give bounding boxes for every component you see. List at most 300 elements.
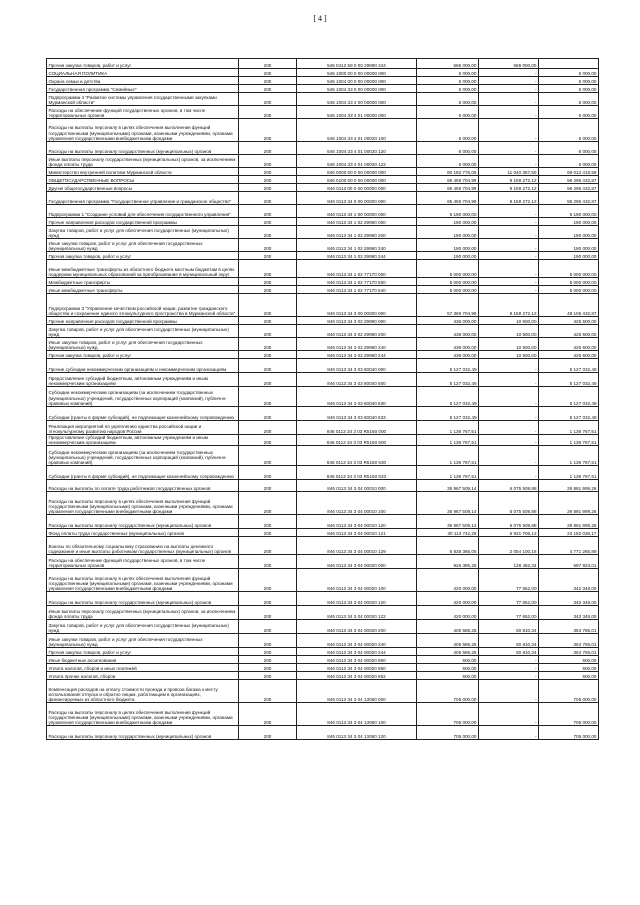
row-code-cell: 200 — [239, 421, 297, 435]
row-executed-amount-cell: - — [479, 260, 539, 278]
table-row — [47, 407, 599, 421]
table-row — [47, 592, 599, 606]
row-remaining-amount-cell: 500,00 — [539, 656, 599, 664]
row-executed-amount-cell: 2 054 100,16 — [479, 537, 539, 555]
row-remaining-amount-cell: 56 296 432,87 — [539, 192, 599, 205]
row-code-cell: 200 — [239, 168, 297, 176]
row-name-cell: Расходы на выплаты персоналу государственных (муниципальных) органов — [47, 142, 239, 155]
row-code-cell: 200 — [239, 278, 297, 286]
row-name-cell: Расходы на выплаты персоналу государственных (муниципальных) органов — [47, 515, 239, 529]
row-executed-amount-cell: 10 500,00 — [479, 317, 539, 325]
row-remaining-amount-cell: 342 348,00 — [539, 569, 599, 592]
row-approved-amount-cell: 1 136 767,51 — [417, 446, 479, 466]
table-row — [47, 466, 599, 480]
row-executed-amount-cell: - — [479, 205, 539, 218]
row-code-cell: 200 — [239, 252, 297, 260]
row-remaining-amount-cell: 6 000,00 — [539, 85, 599, 93]
row-name-cell: Уплата налогов, сборов и иных платежей — [47, 664, 239, 672]
table-body — [47, 59, 599, 740]
row-approved-amount-cell: 65 455 704,99 — [417, 192, 479, 205]
row-code-cell: 200 — [239, 529, 297, 537]
row-approved-amount-cell: 6 000,00 — [417, 119, 479, 142]
table-row — [47, 569, 599, 592]
row-classification-code-cell: 846 0113 34 3 04 00020 000 — [297, 555, 417, 569]
table-row — [47, 77, 599, 85]
row-code-cell: 200 — [239, 294, 297, 317]
row-classification-code-cell: 846 0113 34 3 03 60040 000 — [297, 359, 417, 373]
table-row — [47, 192, 599, 205]
table-row — [47, 218, 599, 226]
row-name-cell: Расходы на обеспечение функций государственных органов, в том числе территориальных органов — [47, 106, 239, 119]
row-remaining-amount-cell: 705 000,00 — [539, 703, 599, 726]
row-name-cell: Предоставление субсидий бюджетным, автономным учреждениям и иным некоммерческим организациям — [47, 435, 239, 446]
table-row — [47, 373, 599, 387]
table-row — [47, 492, 599, 515]
row-code-cell: 200 — [239, 93, 297, 106]
row-executed-amount-cell: 9 159 272,12 — [479, 176, 539, 184]
row-approved-amount-cell: 436 000,00 — [417, 351, 479, 359]
row-code-cell: 200 — [239, 656, 297, 664]
table-row — [47, 620, 599, 634]
row-approved-amount-cell: 6 000,00 — [417, 106, 479, 119]
row-code-cell: 200 — [239, 226, 297, 239]
row-remaining-amount-cell: 5 127 032,49 — [539, 359, 599, 373]
row-code-cell: 200 — [239, 184, 297, 192]
row-name-cell: Субсидии (гранты в форме субсидий), не подлежащие казначейскому сопровождению — [47, 407, 239, 421]
row-executed-amount-cell: 50 810,34 — [479, 620, 539, 634]
table-row — [47, 480, 599, 492]
row-approved-amount-cell: 436 000,00 — [417, 325, 479, 338]
table-row — [47, 446, 599, 466]
row-name-cell: СОЦИАЛЬНАЯ ПОЛИТИКА — [47, 69, 239, 77]
row-classification-code-cell: 846 0100 00 0 00 00000 000 — [297, 176, 417, 184]
row-code-cell: 200 — [239, 672, 297, 680]
row-code-cell: 200 — [239, 106, 297, 119]
row-classification-code-cell: 846 0113 34 3 03 60040 630 — [297, 387, 417, 407]
row-approved-amount-cell: 705 000,00 — [417, 680, 479, 703]
row-executed-amount-cell: 11 040 357,50 — [479, 168, 539, 176]
row-code-cell: 200 — [239, 492, 297, 515]
row-name-cell: Расходы на выплаты персоналу в целях обеспечения выполнения функций государственными (муниципальными) органами, казенными учреждениями, органами управления государственными внебюджетными фондами — [47, 119, 239, 142]
table-row — [47, 338, 599, 351]
row-remaining-amount-cell: 23 182 036,17 — [539, 529, 599, 537]
row-code-cell: 200 — [239, 648, 297, 656]
row-remaining-amount-cell: 190 000,00 — [539, 218, 599, 226]
row-remaining-amount-cell: 190 000,00 — [539, 226, 599, 239]
row-name-cell: Прочая закупка товаров, работ и услуг — [47, 351, 239, 359]
row-code-cell: 200 — [239, 77, 297, 85]
row-approved-amount-cell: 405 585,25 — [417, 648, 479, 656]
row-code-cell: 200 — [239, 317, 297, 325]
row-approved-amount-cell: 405 585,25 — [417, 634, 479, 648]
row-approved-amount-cell: 80 182 776,09 — [417, 168, 479, 176]
row-code-cell: 200 — [239, 387, 297, 407]
row-approved-amount-cell: 420 000,00 — [417, 592, 479, 606]
row-code-cell: 200 — [239, 515, 297, 529]
row-remaining-amount-cell: 705 000,00 — [539, 726, 599, 740]
row-name-cell: Компенсация расходов на оплату стоимости проезда и провоза багажа к месту использования отпуска и обратно лицам, работающим в организациях, финансируемых из областного бюджета — [47, 680, 239, 703]
row-approved-amount-cell: 500,00 — [417, 664, 479, 672]
row-name-cell: Межбюджетные трансферты — [47, 278, 239, 286]
row-approved-amount-cell: 6 000,00 — [417, 77, 479, 85]
table-row — [47, 85, 599, 93]
row-remaining-amount-cell: 5 000 000,00 — [539, 286, 599, 294]
row-remaining-amount-cell: 342 348,00 — [539, 606, 599, 620]
row-classification-code-cell: 846 0113 34 1 02 29990 244 — [297, 252, 417, 260]
table-row — [47, 239, 599, 252]
row-remaining-amount-cell: 1 136 767,51 — [539, 446, 599, 466]
row-executed-amount-cell: - — [479, 446, 539, 466]
row-approved-amount-cell: 6 000,00 — [417, 142, 479, 155]
table-row — [47, 359, 599, 373]
table-row — [47, 325, 599, 338]
row-executed-amount-cell: - — [479, 373, 539, 387]
row-executed-amount-cell: - — [479, 726, 539, 740]
row-executed-amount-cell: - — [479, 226, 539, 239]
row-code-cell: 200 — [239, 69, 297, 77]
table-row — [47, 656, 599, 664]
row-classification-code-cell: 846 0113 34 3 00 00000 000 — [297, 294, 417, 317]
row-name-cell: Расходы на обеспечение функций государственных органов, в том числе территориальных органов — [47, 555, 239, 569]
row-classification-code-cell: 846 0113 34 3 04 00020 852 — [297, 672, 417, 680]
row-code-cell: 200 — [239, 176, 297, 184]
row-executed-amount-cell: - — [479, 672, 539, 680]
row-code-cell: 200 — [239, 359, 297, 373]
table-row — [47, 664, 599, 672]
row-remaining-amount-cell: 354 765,01 — [539, 634, 599, 648]
row-remaining-amount-cell: 697 923,01 — [539, 555, 599, 569]
row-classification-code-cell: 545 1004 33 4 01 00020 120 — [297, 142, 417, 155]
table-row — [47, 252, 599, 260]
row-code-cell: 200 — [239, 446, 297, 466]
row-classification-code-cell: 545 1004 33 4 01 00020 122 — [297, 155, 417, 168]
row-remaining-amount-cell: 1 136 767,51 — [539, 421, 599, 435]
table-row — [47, 286, 599, 294]
row-classification-code-cell: 846 0000 00 0 00 00000 000 — [297, 168, 417, 176]
row-executed-amount-cell: - — [479, 286, 539, 294]
row-name-cell: Подпрограмма 4 "Развитие системы управления государственными закупками Мурманской области" — [47, 93, 239, 106]
row-name-cell: Фонд оплаты труда государственных (муниципальных) органов — [47, 529, 239, 537]
table-row — [47, 226, 599, 239]
row-name-cell: Иные межбюджетные трансферты — [47, 286, 239, 294]
row-remaining-amount-cell: 6 000,00 — [539, 119, 599, 142]
row-classification-code-cell: 846 0113 34 3 02 29990 244 — [297, 351, 417, 359]
row-classification-code-cell: 846 0113 34 3 04 00020 240 — [297, 634, 417, 648]
row-code-cell: 200 — [239, 555, 297, 569]
row-name-cell: ОБЩЕГОСУДАРСТВЕННЫЕ ВОПРОСЫ — [47, 176, 239, 184]
row-approved-amount-cell: 6 835 366,05 — [417, 537, 479, 555]
row-remaining-amount-cell: 48 106 432,87 — [539, 294, 599, 317]
row-name-cell: Подпрограмма 3 "Управление качеством российской нации, развитие гражданского общества и сохранение единого этнокультурного пространства в Мурманской области" — [47, 294, 239, 317]
row-approved-amount-cell: 35 967 509,14 — [417, 492, 479, 515]
row-code-cell: 200 — [239, 680, 297, 703]
table-row — [47, 317, 599, 325]
row-approved-amount-cell: 5 127 032,49 — [417, 387, 479, 407]
row-name-cell: Подпрограмма 1 "Создание условий для обеспечения государственного управления" — [47, 205, 239, 218]
row-name-cell: Охрана семьи и детства — [47, 77, 239, 85]
row-approved-amount-cell: 6 000,00 — [417, 69, 479, 77]
row-classification-code-cell: 846 0113 34 3 04 00020 850 — [297, 664, 417, 672]
row-classification-code-cell: 846 0113 34 1 02 29990 200 — [297, 226, 417, 239]
row-remaining-amount-cell: 6 000,00 — [539, 93, 599, 106]
row-executed-amount-cell: - — [479, 359, 539, 373]
row-remaining-amount-cell: 6 000,00 — [539, 69, 599, 77]
row-name-cell: Иные закупки товаров, работ и услуг для обеспечения государственных (муниципальных) нужд — [47, 338, 239, 351]
row-classification-code-cell: 846 0113 34 3 04 00020 120 — [297, 592, 417, 606]
row-approved-amount-cell: 405 585,25 — [417, 620, 479, 634]
row-approved-amount-cell: 500,00 — [417, 656, 479, 664]
row-classification-code-cell: 846 0113 34 3 04 00020 244 — [297, 648, 417, 656]
row-executed-amount-cell: - — [479, 155, 539, 168]
row-name-cell: Предоставление субсидий бюджетным, автономным учреждениям и иным некоммерческим организациям — [47, 373, 239, 387]
row-code-cell: 200 — [239, 466, 297, 480]
row-remaining-amount-cell: 5 000 000,00 — [539, 278, 599, 286]
row-executed-amount-cell: - — [479, 278, 539, 286]
row-remaining-amount-cell: 29 891 999,26 — [539, 480, 599, 492]
row-approved-amount-cell: 35 967 509,14 — [417, 515, 479, 529]
row-executed-amount-cell: 9 159 272,12 — [479, 184, 539, 192]
table-row — [47, 529, 599, 537]
row-classification-code-cell: 846 0113 34 1 00 00000 000 — [297, 205, 417, 218]
row-name-cell: Закупка товаров, работ и услуг для обеспечения государственных (муниципальных) нужд — [47, 620, 239, 634]
table-row — [47, 680, 599, 703]
row-name-cell: Субсидии (гранты в форме субсидий), не подлежащие казначейскому сопровождению — [47, 466, 239, 480]
row-name-cell: Уплата прочих налогов, сборов — [47, 672, 239, 680]
table-row — [47, 155, 599, 168]
row-remaining-amount-cell: 4 771 265,89 — [539, 537, 599, 555]
row-classification-code-cell: 846 0113 34 3 03 60040 633 — [297, 407, 417, 421]
row-remaining-amount-cell: 29 891 999,26 — [539, 515, 599, 529]
row-code-cell: 200 — [239, 119, 297, 142]
row-name-cell: Иные закупки товаров, работ и услуг для обеспечения государственных (муниципальных) нужд — [47, 239, 239, 252]
row-code-cell: 200 — [239, 155, 297, 168]
row-classification-code-cell: 846 0113 34 3 04 00020 122 — [297, 606, 417, 620]
row-classification-code-cell: 846 0113 34 3 04 00020 800 — [297, 656, 417, 664]
row-approved-amount-cell: 190 000,00 — [417, 239, 479, 252]
row-executed-amount-cell: - — [479, 93, 539, 106]
row-approved-amount-cell: 190 000,00 — [417, 218, 479, 226]
row-remaining-amount-cell: 705 000,00 — [539, 680, 599, 703]
table-row — [47, 59, 599, 69]
row-name-cell: Иные выплаты персоналу государственных (муниципальных) органов, за исключением фонда оплаты труда — [47, 606, 239, 620]
row-executed-amount-cell: - — [479, 85, 539, 93]
row-approved-amount-cell: 5 127 032,49 — [417, 359, 479, 373]
row-code-cell: 200 — [239, 726, 297, 740]
row-remaining-amount-cell: 29 891 999,26 — [539, 492, 599, 515]
row-approved-amount-cell: 5 000 000,00 — [417, 260, 479, 278]
row-remaining-amount-cell: 56 296 432,87 — [539, 184, 599, 192]
row-executed-amount-cell: 6 075 509,88 — [479, 492, 539, 515]
page-number: [ 4 ] — [313, 14, 327, 23]
row-classification-code-cell: 846 0113 34 0 00 00000 000 — [297, 192, 417, 205]
row-approved-amount-cell: 190 000,00 — [417, 252, 479, 260]
row-remaining-amount-cell: 500,00 — [539, 672, 599, 680]
row-approved-amount-cell: 5 000 000,00 — [417, 286, 479, 294]
row-name-cell: Иные выплаты персоналу государственных (муниципальных) органов, за исключением фонда оплаты труда — [47, 155, 239, 168]
row-approved-amount-cell: 5 127 032,49 — [417, 373, 479, 387]
row-code-cell: 200 — [239, 373, 297, 387]
row-executed-amount-cell: 77 652,00 — [479, 569, 539, 592]
table-row — [47, 205, 599, 218]
row-code-cell: 200 — [239, 218, 297, 226]
row-executed-amount-cell: 6 075 509,88 — [479, 480, 539, 492]
row-classification-code-cell: 545 1004 33 4 00 00000 000 — [297, 93, 417, 106]
row-approved-amount-cell: 436 000,00 — [417, 338, 479, 351]
row-classification-code-cell: 846 0113 34 3 04 00010 129 — [297, 537, 417, 555]
table-row — [47, 351, 599, 359]
row-classification-code-cell: 846 0113 00 0 00 00000 000 — [297, 184, 417, 192]
row-remaining-amount-cell: 1 136 767,51 — [539, 466, 599, 480]
row-classification-code-cell: 846 0113 34 3 04 00010 000 — [297, 480, 417, 492]
row-name-cell: Расходы на выплаты персоналу государственных (муниципальных) органов — [47, 592, 239, 606]
row-name-cell: Расходы на выплаты персоналу в целях обеспечения выполнения функций государственными (муниципальными) органами, казенными учреждениями, органами управления государственными внебюджетными фондами — [47, 569, 239, 592]
row-code-cell: 200 — [239, 351, 297, 359]
row-name-cell: Иные межбюджетные трансферты из областного бюджета местным бюджетам в целях поддержки муниципальных образований за преобразование в муниципальный округ — [47, 260, 239, 278]
row-executed-amount-cell: 10 500,00 — [479, 325, 539, 338]
row-approved-amount-cell: 6 000,00 — [417, 155, 479, 168]
row-remaining-amount-cell: 1 136 767,51 — [539, 435, 599, 446]
row-remaining-amount-cell — [539, 59, 599, 69]
row-approved-amount-cell: 420 000,00 — [417, 569, 479, 592]
row-name-cell: Прочие направления расходов государственной программы — [47, 218, 239, 226]
row-classification-code-cell: 846 0113 34 1 02 77170 000 — [297, 260, 417, 278]
row-executed-amount-cell: - — [479, 387, 539, 407]
row-executed-amount-cell: 50 810,34 — [479, 648, 539, 656]
row-name-cell: Государственная программа "Государственное управление и гражданское общество" — [47, 192, 239, 205]
row-code-cell: 200 — [239, 703, 297, 726]
table-row — [47, 184, 599, 192]
row-classification-code-cell: 846 0113 34 1 02 77170 540 — [297, 286, 417, 294]
row-name-cell: Иные закупки товаров, работ и услуг для обеспечения государственных (муниципальных) нужд — [47, 634, 239, 648]
row-name-cell: Государственная программа "Семейные" — [47, 85, 239, 93]
table-row — [47, 93, 599, 106]
row-code-cell: 200 — [239, 592, 297, 606]
table-row — [47, 703, 599, 726]
row-approved-amount-cell: 190 000,00 — [417, 226, 479, 239]
row-executed-amount-cell: - — [479, 407, 539, 421]
row-classification-code-cell: 846 0113 34 3 02 29990 000 — [297, 317, 417, 325]
row-classification-code-cell: 545 1000 00 0 00 00000 000 — [297, 69, 417, 77]
row-name-cell: Субсидии некоммерческим организациям (за исключением государственных (муниципальных) учреждений, государственных корпораций (компаний), публично-правовых компаний) — [47, 446, 239, 466]
row-remaining-amount-cell: 354 765,01 — [539, 620, 599, 634]
row-executed-amount-cell: 50 810,34 — [479, 634, 539, 648]
row-name-cell: Прочая закупка товаров, работ и услуг — [47, 59, 239, 69]
row-code-cell: 200 — [239, 338, 297, 351]
row-approved-amount-cell: 6 000,00 — [417, 85, 479, 93]
row-remaining-amount-cell: 342 348,00 — [539, 592, 599, 606]
row-executed-amount-cell: - — [479, 142, 539, 155]
row-name-cell: Закупка товаров, работ и услуг для обеспечения государственных (муниципальных) нужд — [47, 226, 239, 239]
row-executed-amount-cell: 128 462,34 — [479, 555, 539, 569]
row-executed-amount-cell: 77 652,00 — [479, 592, 539, 606]
table-row — [47, 142, 599, 155]
row-remaining-amount-cell: 6 000,00 — [539, 155, 599, 168]
row-code-cell: 200 — [239, 85, 297, 93]
row-executed-amount-cell: 77 652,00 — [479, 606, 539, 620]
table-row — [47, 69, 599, 77]
row-classification-code-cell: 846 0113 34 1 02 29990 240 — [297, 239, 417, 252]
table-row — [47, 606, 599, 620]
row-remaining-amount-cell: 5 000 000,00 — [539, 260, 599, 278]
table-row — [47, 278, 599, 286]
row-remaining-amount-cell: 6 000,00 — [539, 142, 599, 155]
row-remaining-amount-cell: 56 296 432,87 — [539, 176, 599, 184]
row-name-cell: Министерство внутренней политики Мурманской области — [47, 168, 239, 176]
row-classification-code-cell: 846 0113 34 3 02 29990 240 — [297, 338, 417, 351]
row-remaining-amount-cell: 5 127 032,49 — [539, 387, 599, 407]
table-row — [47, 726, 599, 740]
row-approved-amount-cell: 436 000,00 — [417, 317, 479, 325]
row-classification-code-cell: 846 0113 34 3 04 13060 100 — [297, 703, 417, 726]
row-approved-amount-cell: 65 455 704,99 — [417, 176, 479, 184]
row-executed-amount-cell: - — [479, 69, 539, 77]
row-name-cell: Взносы по обязательному социальному страхованию на выплаты денежного содержания и иные выплаты работникам государственных (муниципальных) органов — [47, 537, 239, 555]
row-executed-amount-cell: 10 500,00 — [479, 338, 539, 351]
row-code-cell: 200 — [239, 325, 297, 338]
row-executed-amount-cell: 665 000,00 — [479, 59, 539, 69]
row-classification-code-cell: 846 0113 34 3 03 R5160 633 — [297, 466, 417, 480]
row-approved-amount-cell: 665 000,00 — [417, 59, 479, 69]
row-classification-code-cell: 545 1004 33 4 01 00020 100 — [297, 119, 417, 142]
row-remaining-amount-cell: 425 500,00 — [539, 351, 599, 359]
row-classification-code-cell: 846 0113 34 3 02 29990 200 — [297, 325, 417, 338]
row-code-cell: 200 — [239, 239, 297, 252]
row-classification-code-cell: 846 0113 34 1 02 29990 000 — [297, 218, 417, 226]
row-name-cell: Прочая закупка товаров, работ и услуг — [47, 648, 239, 656]
table-row — [47, 648, 599, 656]
row-remaining-amount-cell: 500,00 — [539, 664, 599, 672]
row-executed-amount-cell: - — [479, 664, 539, 672]
row-name-cell: Прочие направления расходов государственной программы — [47, 317, 239, 325]
table-row — [47, 260, 599, 278]
row-remaining-amount-cell: 190 000,00 — [539, 239, 599, 252]
row-classification-code-cell: 846 0113 34 3 04 00020 100 — [297, 569, 417, 592]
table-row — [47, 387, 599, 407]
budget-execution-table — [46, 58, 599, 740]
table-row — [47, 176, 599, 184]
row-classification-code-cell: 846 0113 34 3 04 00010 100 — [297, 492, 417, 515]
table-row — [47, 119, 599, 142]
row-name-cell: Субсидии некоммерческим организациям (за исключением государственных (муниципальных) учреждений, государственных корпораций (компаний), публично-правовых компаний) — [47, 387, 239, 407]
row-remaining-amount-cell: 425 500,00 — [539, 325, 599, 338]
row-classification-code-cell: 545 1004 33 0 00 00000 000 — [297, 85, 417, 93]
row-executed-amount-cell: 10 500,00 — [479, 351, 539, 359]
row-executed-amount-cell: 9 159 272,12 — [479, 294, 539, 317]
table-row — [47, 515, 599, 529]
row-remaining-amount-cell: 69 012 418,59 — [539, 168, 599, 176]
row-code-cell: 200 — [239, 260, 297, 278]
row-classification-code-cell: 846 0113 34 3 04 00010 121 — [297, 529, 417, 537]
row-approved-amount-cell: 65 455 704,99 — [417, 184, 479, 192]
table-row — [47, 555, 599, 569]
row-classification-code-cell: 846 0113 34 3 04 13060 000 — [297, 680, 417, 703]
row-classification-code-cell: 846 0113 34 3 03 R5160 630 — [297, 446, 417, 466]
row-executed-amount-cell: - — [479, 77, 539, 85]
row-code-cell: 200 — [239, 435, 297, 446]
table-row — [47, 672, 599, 680]
row-executed-amount-cell: - — [479, 239, 539, 252]
table-row — [47, 435, 599, 446]
row-executed-amount-cell: - — [479, 435, 539, 446]
row-code-cell: 200 — [239, 205, 297, 218]
row-name-cell: Иные бюджетные ассигнования — [47, 656, 239, 664]
row-classification-code-cell: 545 0412 59 0 00 29990 244 — [297, 59, 417, 69]
row-executed-amount-cell: - — [479, 680, 539, 703]
row-code-cell: 200 — [239, 606, 297, 620]
row-name-cell: Расходы на выплаты персоналу государственных (муниципальных) органов — [47, 726, 239, 740]
row-remaining-amount-cell: 5 127 032,49 — [539, 373, 599, 387]
row-executed-amount-cell: - — [479, 656, 539, 664]
